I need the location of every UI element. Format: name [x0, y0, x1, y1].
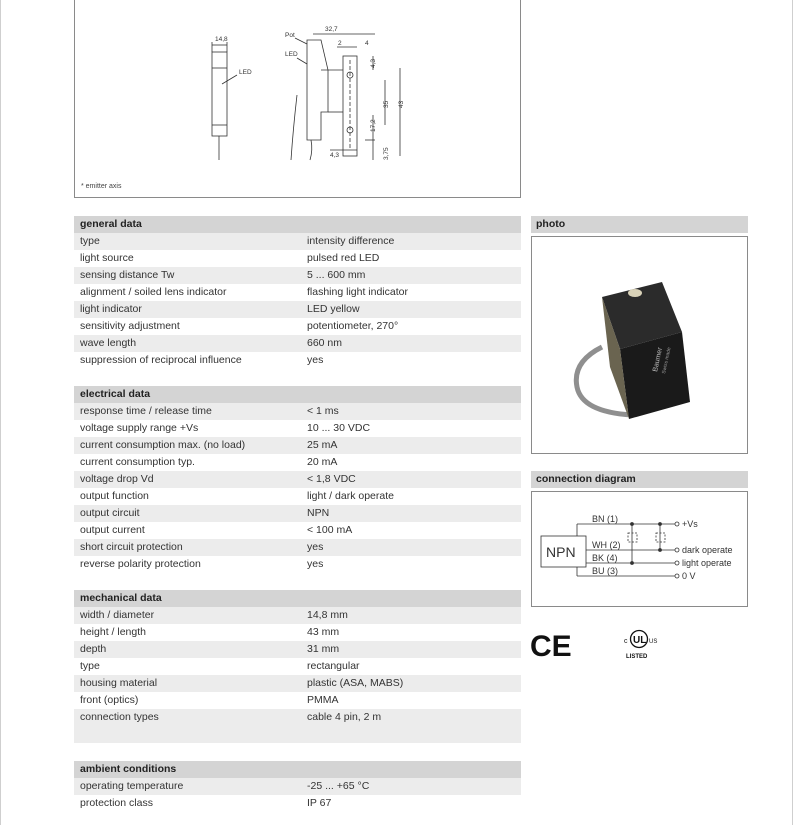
row-label: sensing distance Tw [80, 269, 175, 281]
dim-4: 4 [365, 40, 369, 47]
row-value: light / dark operate [307, 490, 394, 502]
table-row [74, 641, 521, 658]
brand-sub: Swiss made [661, 346, 673, 375]
table-row [74, 233, 521, 250]
row-label: output function [80, 490, 149, 502]
table-row [74, 505, 521, 522]
row-label: voltage drop Vd [80, 473, 154, 485]
product-led [628, 289, 642, 297]
row-value: 20 mA [307, 456, 338, 468]
label-led-front: LED [239, 69, 252, 76]
table-row [74, 795, 521, 812]
table-row [74, 607, 521, 624]
row-label: connection types [80, 711, 159, 723]
table-row [74, 709, 521, 726]
row-label: current consumption typ. [80, 456, 195, 468]
row-value: 660 nm [307, 337, 343, 349]
dim-length: 32,7 [325, 26, 338, 33]
terminal-light-operate: light operate [682, 558, 732, 568]
row-value: 25 mA [307, 439, 338, 451]
terminal-vs: +Vs [682, 519, 698, 529]
front-view-body [212, 52, 227, 136]
row-value: 43 mm [307, 626, 340, 638]
row-value: < 1,8 VDC [307, 473, 356, 485]
row-value: PMMA [307, 694, 339, 706]
product-photo [532, 237, 747, 453]
table-row [74, 301, 521, 318]
row-value: 31 mm [307, 643, 340, 655]
row-value: plastic (ASA, MABS) [307, 677, 404, 689]
dim-width: 14,8 [215, 36, 228, 43]
ul-listed-mark [620, 628, 668, 664]
connection-diagram [531, 491, 748, 607]
row-label: protection class [80, 797, 153, 809]
section-heading: general data [74, 216, 521, 233]
table-row [74, 318, 521, 335]
ce-text: CE [530, 630, 572, 660]
ce-mark [530, 630, 574, 660]
table-row-empty [74, 726, 521, 743]
side-view-body [307, 40, 328, 140]
table-row [74, 335, 521, 352]
row-label: short circuit protection [80, 541, 183, 553]
ul-c: c [624, 638, 628, 645]
row-value: yes [307, 354, 324, 366]
wire-bk: BK (4) [592, 553, 618, 563]
dim-35: 35 [383, 100, 390, 108]
table-row [74, 403, 521, 420]
row-label: voltage supply range +Vs [80, 422, 199, 434]
row-value: < 1 ms [307, 405, 339, 417]
table-row [74, 522, 521, 539]
section-heading: mechanical data [74, 590, 521, 607]
table-row [74, 692, 521, 709]
connection-heading: connection diagram [531, 471, 748, 488]
row-label: width / diameter [80, 609, 155, 621]
table-row [74, 284, 521, 301]
dim-3-75: 3,75 [383, 147, 390, 160]
dim-17-2: 17,2 [370, 119, 377, 132]
dim-2: 2 [338, 40, 342, 47]
row-value: rectangular [307, 660, 360, 672]
wire-wh: WH (2) [592, 540, 621, 550]
connection-diagram-svg [532, 492, 747, 606]
wire-bu: BU (3) [592, 566, 619, 576]
brand-label: Baumer [652, 346, 665, 373]
table-row [74, 250, 521, 267]
row-value: pulsed red LED [307, 252, 380, 264]
row-label: height / length [80, 626, 146, 638]
row-label: light source [80, 252, 134, 264]
dim-43: 43 [398, 100, 405, 108]
row-label: operating temperature [80, 780, 184, 792]
table-row [74, 471, 521, 488]
row-label: current consumption max. (no load) [80, 439, 246, 451]
label-pot: Pot [285, 32, 295, 39]
row-label: suppression of reciprocal influence [80, 354, 242, 366]
row-value: potentiometer, 270° [307, 320, 399, 332]
row-label: type [80, 660, 100, 672]
terminal-dark-operate: dark operate [682, 545, 733, 555]
section-general-data [74, 216, 521, 369]
emitter-axis-note: * emitter axis [81, 183, 122, 190]
table-row [74, 267, 521, 284]
row-value: yes [307, 541, 324, 553]
npn-label: NPN [546, 544, 576, 560]
row-label: output current [80, 524, 145, 536]
dimension-drawing [74, 0, 521, 198]
page-right-border [792, 0, 793, 825]
table-row [74, 352, 521, 369]
row-label: sensitivity adjustment [80, 320, 180, 332]
row-label: wave length [80, 337, 137, 349]
table-row [74, 488, 521, 505]
row-value: < 100 mA [307, 524, 353, 536]
photo-heading: photo [531, 216, 748, 233]
row-label: light indicator [80, 303, 142, 315]
ul-listed: LISTED [626, 654, 648, 660]
row-value: flashing light indicator [307, 286, 408, 298]
row-value: cable 4 pin, 2 m [307, 711, 382, 723]
row-label: housing material [80, 677, 158, 689]
row-value: IP 67 [307, 797, 332, 809]
photo-box [531, 236, 748, 454]
section-heading: ambient conditions [74, 761, 521, 778]
ul-text: UL [633, 635, 647, 646]
row-value: intensity difference [307, 235, 395, 247]
table-row [74, 420, 521, 437]
dimension-drawing-svg [75, 0, 522, 198]
row-label: reverse polarity protection [80, 558, 201, 570]
row-label: output circuit [80, 507, 140, 519]
row-value: LED yellow [307, 303, 360, 315]
table-row [74, 556, 521, 573]
dim-4-3-top: 4,3 [370, 58, 377, 68]
row-label: type [80, 235, 100, 247]
table-row [74, 778, 521, 795]
section-mechanical-data [74, 590, 521, 743]
section-ambient-conditions [74, 761, 521, 812]
row-label: depth [80, 643, 107, 655]
table-row [74, 658, 521, 675]
table-row [74, 675, 521, 692]
row-value: -25 ... +65 °C [307, 780, 370, 792]
row-value: 5 ... 600 mm [307, 269, 366, 281]
row-value: 14,8 mm [307, 609, 348, 621]
terminal-0v: 0 V [682, 571, 696, 581]
page-left-border [0, 0, 1, 825]
table-row [74, 437, 521, 454]
table-row [74, 539, 521, 556]
dim-4-3-bottom: 4,3 [330, 152, 340, 159]
row-label: response time / release time [80, 405, 212, 417]
row-value: yes [307, 558, 324, 570]
row-label: front (optics) [80, 694, 139, 706]
section-electrical-data [74, 386, 521, 573]
row-value: NPN [307, 507, 330, 519]
table-row [74, 624, 521, 641]
wire-bn: BN (1) [592, 514, 619, 524]
section-heading: electrical data [74, 386, 521, 403]
ul-us: US [649, 639, 658, 645]
row-value: 10 ... 30 VDC [307, 422, 371, 434]
table-row [74, 454, 521, 471]
label-led-side: LED [285, 51, 298, 58]
row-label: alignment / soiled lens indicator [80, 286, 227, 298]
